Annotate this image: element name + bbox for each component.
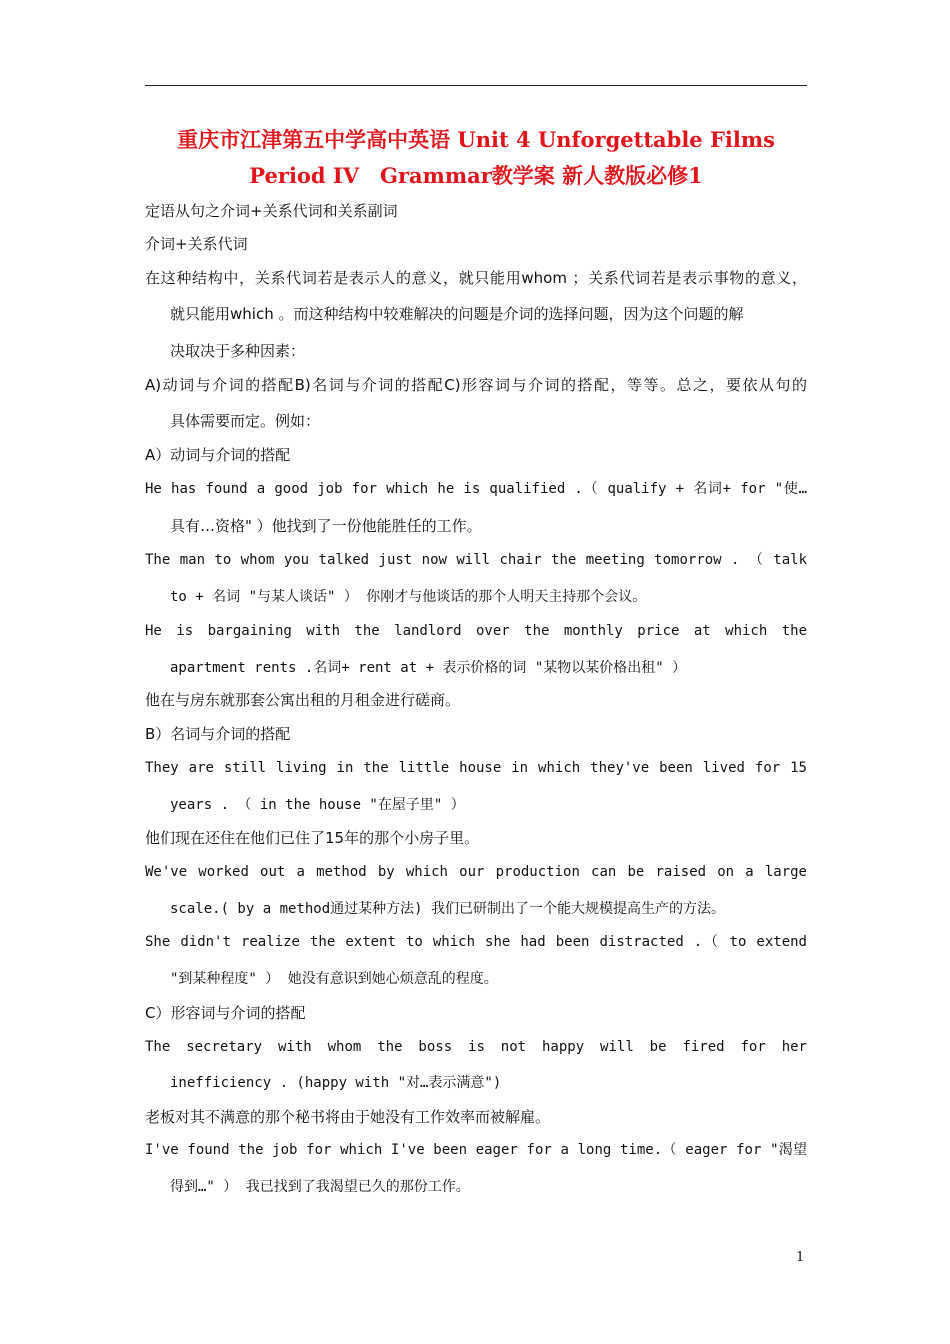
page-number: 1: [796, 1250, 805, 1265]
subsection-heading: 介词+关系代词: [145, 235, 248, 253]
example-sentence: inefficiency . (happy with "对…表示满意"): [170, 1075, 502, 1091]
translation-line: 他在与房东就那套公寓出租的月租金进行磋商。: [145, 691, 461, 709]
translation-line: 老板对其不满意的那个秘书将由于她没有工作效率而被解雇。: [145, 1108, 551, 1126]
category-heading: A）动词与介词的搭配: [145, 446, 291, 464]
paragraph-line: 在这种结构中，关系代词若是表示人的意义，就只能用whom ；关系代词若是表示事物的意义，: [145, 269, 807, 287]
document-title-line-2: Period IV Grammar教学案 新人教版必修1: [249, 163, 703, 188]
example-sentence: He is bargaining with the landlord over the monthly price at which the: [145, 623, 807, 639]
example-sentence: I've found the job for which I've been eager for a long time.（ eager for "渴望: [145, 1142, 807, 1158]
example-sentence: The man to whom you talked just now will chair the meeting tomorrow . （ talk: [145, 552, 807, 568]
paragraph-line: 就只能用which 。而这种结构中较难解决的问题是介词的选择问题，因为这个问题的解: [170, 305, 744, 323]
category-heading: C）形容词与介词的搭配: [145, 1004, 306, 1022]
section-heading: 定语从句之介词+关系代词和关系副词: [145, 202, 398, 220]
document-title-line-1: 重庆市江津第五中学高中英语 Unit 4 Unforgettable Films: [177, 127, 775, 152]
example-sentence: to + 名词 "与某人谈话" ） 你刚才与他谈话的那个人明天主持那个会议。: [170, 589, 647, 605]
translation-line: 他们现在还住在他们已住了15年的那个小房子里。: [145, 829, 480, 847]
paragraph-line: 决取决于多种因素：: [170, 342, 306, 360]
example-sentence: "到某种程度" ） 她没有意识到她心烦意乱的程度。: [170, 971, 498, 987]
example-sentence: apartment rents .名词+ rent at + 表示价格的词 "某物以某价格出租" ）: [170, 660, 687, 676]
paragraph-line: 具体需要而定。例如：: [170, 412, 321, 430]
paragraph-line: A)动词与介词的搭配B)名词与介词的搭配C)形容词与介词的搭配，等等。总之，要依从句的: [145, 376, 807, 394]
example-sentence: 得到…" ） 我已找到了我渴望已久的那份工作。: [170, 1179, 470, 1195]
example-sentence: We've worked out a method by which our production can be raised on a large: [145, 864, 807, 880]
example-sentence: years . （ in the house "在屋子里" ）: [170, 797, 465, 813]
category-heading: B）名词与介词的搭配: [145, 725, 291, 743]
example-sentence: 具有…资格" ）他找到了一份他能胜任的工作。: [170, 517, 482, 535]
header-rule: [145, 85, 807, 86]
example-sentence: She didn't realize the extent to which she had been distracted .（ to extend: [145, 934, 807, 950]
example-sentence: scale.( by a method通过某种方法) 我们已研制出了一个能大规模提高生产的方法。: [170, 901, 726, 917]
example-sentence: The secretary with whom the boss is not happy will be fired for her: [145, 1039, 807, 1055]
example-sentence: They are still living in the little house in which they've been lived for 15: [145, 760, 807, 776]
example-sentence: He has found a good job for which he is qualified .（ qualify + 名词+ for "使…: [145, 481, 807, 497]
